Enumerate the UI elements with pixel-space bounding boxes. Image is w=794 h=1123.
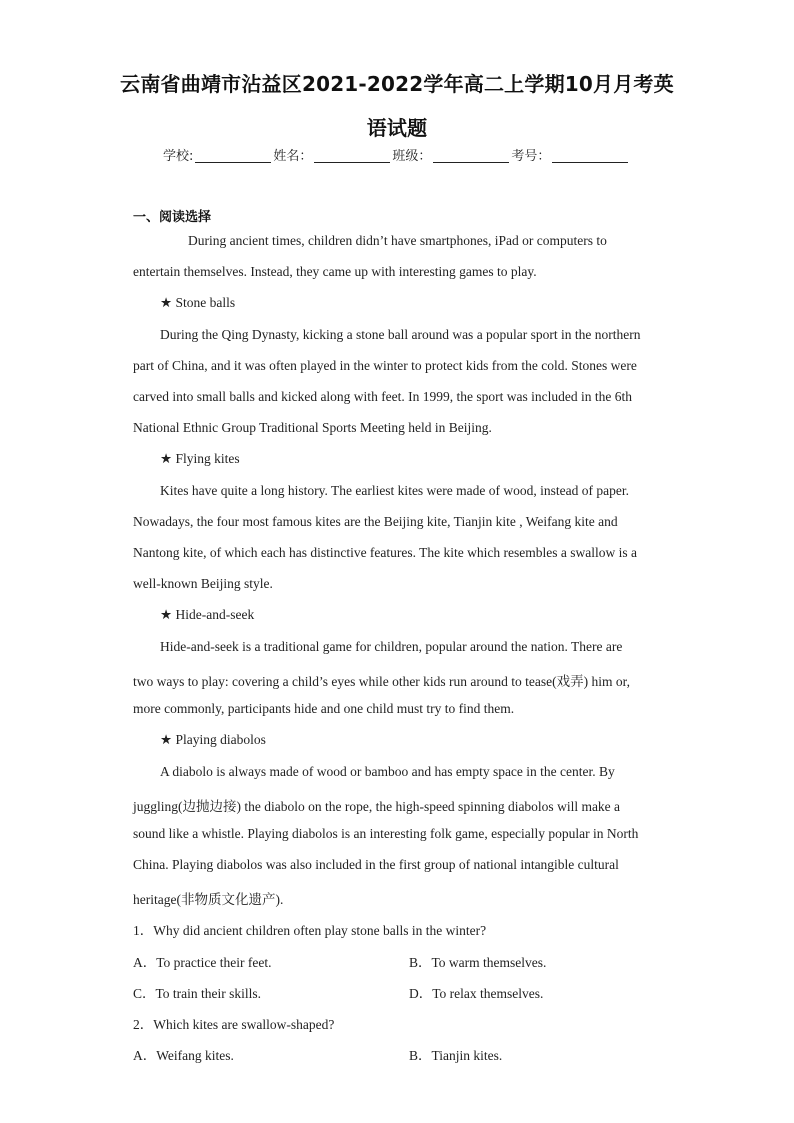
intro-line: entertain themselves. Instead, they came up with interesting games to play. bbox=[133, 264, 537, 279]
paragraph-line: part of China, and it was often played in the winter to protect kids from the cold. Stones were bbox=[133, 358, 637, 373]
question-2-stem: 2．Which kites are swallow-shaped? bbox=[133, 1017, 335, 1032]
name-blank bbox=[314, 148, 390, 163]
question-2-option-a: A．Weifang kites. bbox=[133, 1048, 234, 1063]
exam-number-label: 考号： bbox=[511, 149, 551, 164]
flying-kites-heading: ★ Flying kites bbox=[160, 451, 240, 466]
exam-title-line-2: 语试题 bbox=[366, 116, 428, 140]
paragraph-line: well-known Beijing style. bbox=[133, 576, 273, 591]
paragraph-line: sound like a whistle. Playing diabolos is an interesting folk game, especially popular in North bbox=[133, 826, 639, 841]
name-label: 姓名： bbox=[273, 149, 313, 164]
paragraph-line: two ways to play: covering a child’s eyes while other kids run around to tease(戏弄) him or, bbox=[133, 674, 630, 689]
question-1-option-d: D．To relax themselves. bbox=[409, 986, 544, 1001]
paragraph-line: National Ethnic Group Traditional Sports Meeting held in Beijing. bbox=[133, 420, 492, 435]
class-label: 班级： bbox=[392, 149, 432, 164]
exam-number-blank bbox=[552, 148, 628, 163]
paragraph-line: Kites have quite a long history. The earliest kites were made of wood, instead of paper. bbox=[160, 483, 629, 498]
intro-line: During ancient times, children didn’t have smartphones, iPad or computers to bbox=[188, 233, 607, 248]
class-blank bbox=[433, 148, 509, 163]
school-blank bbox=[195, 148, 271, 163]
exam-title-line-1: 云南省曲靖市沾益区2021-2022学年高二上学期10月月考英 bbox=[120, 72, 674, 96]
paragraph-line: China. Playing diabolos was also included in the first group of national intangible cultural bbox=[133, 857, 619, 872]
paragraph-line: During the Qing Dynasty, kicking a stone ball around was a popular sport in the northern bbox=[160, 327, 641, 342]
paragraph-line: carved into small balls and kicked along with feet. In 1999, the sport was included in the 6th bbox=[133, 389, 633, 404]
question-1-option-a: A．To practice their feet. bbox=[133, 955, 272, 970]
question-1-option-c: C．To train their skills. bbox=[133, 986, 262, 1001]
paragraph-line: Nowadays, the four most famous kites are the Beijing kite, Tianjin kite , Weifang kite and bbox=[133, 514, 618, 529]
question-2-option-b: B．Tianjin kites. bbox=[409, 1048, 503, 1063]
paragraph-line: heritage(非物质文化遗产). bbox=[133, 892, 284, 907]
section-title: 一、阅读选择 bbox=[133, 210, 212, 225]
paragraph-line: Hide-and-seek is a traditional game for children, popular around the nation. There are bbox=[160, 639, 623, 654]
paragraph-line: Nantong kite, of which each has distinctive features. The kite which resembles a swallow is a bbox=[133, 545, 637, 560]
paragraph-line: more commonly, participants hide and one child must try to find them. bbox=[133, 701, 515, 716]
question-1-option-b: B．To warm themselves. bbox=[409, 955, 547, 970]
paragraph-line: juggling(边抛边接) the diabolo on the rope, the high-speed spinning diabolos will make a bbox=[133, 799, 621, 814]
question-1-stem: 1．Why did ancient children often play stone balls in the winter? bbox=[133, 923, 487, 938]
student-info-row bbox=[163, 145, 630, 164]
paragraph-line: A diabolo is always made of wood or bamboo and has empty space in the center. By bbox=[160, 764, 615, 779]
hide-and-seek-heading: ★ Hide-and-seek bbox=[160, 607, 255, 622]
stone-balls-heading: ★ Stone balls bbox=[160, 295, 236, 310]
school-label: 学校: bbox=[163, 149, 194, 164]
diabolos-heading: ★ Playing diabolos bbox=[160, 732, 266, 747]
